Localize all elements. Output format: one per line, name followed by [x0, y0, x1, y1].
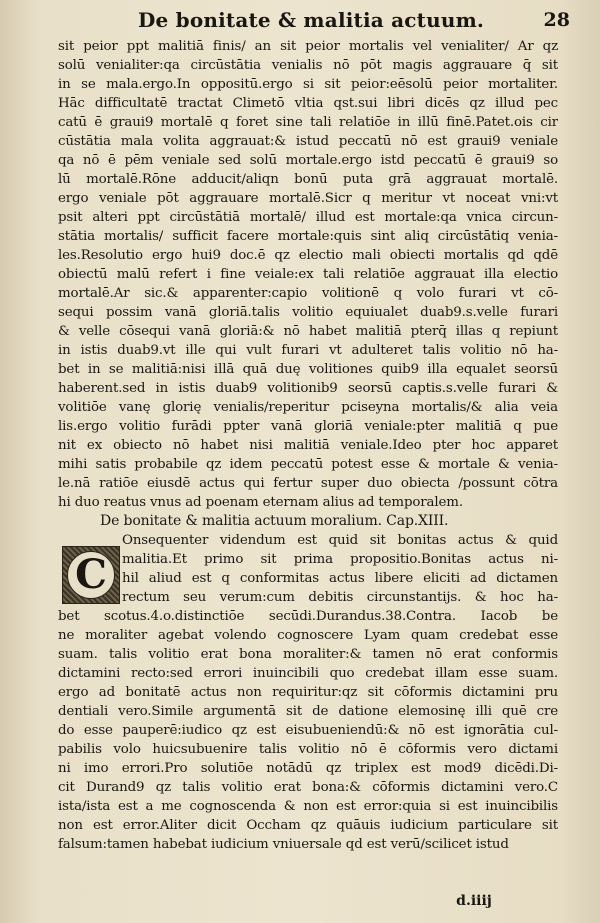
text-line: cit Durand9 qz talis volitio erat bona:& cōformis dictamini vero.C	[58, 780, 558, 795]
text-line: solū venialiter:qa circūstātia venialis nō pōt magis aggrauare q̄ sit	[58, 58, 558, 73]
text-line: dictamini recto:sed errori inuincibili quo credebat illam esse suam.	[58, 666, 558, 681]
text-line: ista/ista est a me cognoscenda & non est error:quia si est inuincibilis	[58, 799, 558, 814]
text-line: in istis duab9.vt ille qui vult furari vt adulteret talis volitio nō ha-	[58, 343, 558, 358]
text-line: lis.ergo volitio furādi ppter vanā gloriā veniale:pter malitiā q pue	[58, 419, 558, 434]
text-line: dentiali vero.Simile argumentā sit de datione elemosinę illi quē cre	[58, 704, 558, 719]
text-line: rectum seu verum:cum debitis circunstantijs. & hoc ha-	[122, 590, 558, 605]
text-line: psit alteri ppt circūstātiā mortalē/ illud est mortale:qa vnica circun-	[58, 210, 558, 225]
text-line: les.Resolutio ergo hui9 doc.ē qz electio mali obiecti mortalis qd qdē	[58, 248, 558, 263]
text-line: Onsequenter videndum est quid sit bonitas actus & quid	[122, 533, 558, 548]
text-line: qa nō ē pēm veniale sed solū mortale.ergo istd peccatū ē graui9 so	[58, 153, 558, 168]
text-line: nit ex obiecto nō habet nisi malitiā veniale.Ideo pter hoc apparet	[58, 438, 558, 453]
text-line: obiectū malū refert i fine veiale:ex tali relatiōe aggrauat illa electio	[58, 267, 558, 282]
chapter-heading: De bonitate & malitia actuum moralium. Cap.XIII.	[100, 513, 449, 529]
running-head: De bonitate & malitia actuum.	[138, 8, 485, 32]
text-line: cūstātia mala volita aggrauat:& istud peccatū nō est graui9 veniale	[58, 134, 558, 149]
text-line: mihi satis probabile qz idem peccatū potest esse & mortale & venia-	[58, 457, 558, 472]
text-line: ergo ad bonitatē actus non requiritur:qz sit cōformis dictamini pru	[58, 685, 558, 700]
text-line: & velle cōsequi vanā gloriā:& nō habet malitiā pterq̄ illas q repiunt	[58, 324, 558, 339]
text-line: stātia mortalis/ sufficit facere mortale:quis sint aliq circūstātiq venia-	[58, 229, 558, 244]
text-line: haberent.sed in istis duab9 volitionib9 seorsū captis.s.velle furari &	[58, 381, 558, 396]
text-line: ne moraliter agebat volendo cognoscere Lyam quam credebat esse	[58, 628, 558, 643]
folio-number: 28	[543, 9, 570, 31]
text-line: suam. talis volitio erat bona moraliter:& tamen nō erat conformis	[58, 647, 558, 662]
text-line: sequi possim vanā gloriā.talis volitio equiualet duab9.s.velle furari	[58, 305, 558, 320]
text-line: bet in se malitiā:nisi illā quā duę volitiones quib9 illa equalet seorsū	[58, 362, 558, 377]
text-line: malitia.Et primo sit prima propositio.Bonitas actus ni-	[122, 552, 558, 567]
text-line: mortalē.Ar sic.& apparenter:capio volitionē q volo furari vt cō-	[58, 286, 558, 301]
text-line: ergo veniale pōt aggrauare mortalē.Sicr q meritur vt noceat vni:vt	[58, 191, 558, 206]
text-line: lū mortalē.Rōne adducit/aliqn bonū puta grā aggrauat mortalē.	[58, 172, 558, 187]
text-line: le.nā ratiōe eiusdē actus qui fertur super duo obiecta /possunt cōtra	[58, 476, 558, 491]
text-line: volitiōe vanę glorię venialis/reperitur pciseyna mortalis/& alia veia	[58, 400, 558, 415]
body-text	[58, 37, 558, 854]
text-line: non est error.Aliter dicit Occham qz quāuis iudicium particulare sit	[58, 818, 558, 833]
text-line: falsum:tamen habebat iudicium vniuersale qd est verū/scilicet istud	[58, 837, 509, 852]
text-line: pabilis volo huicsubuenire talis volitio nō ē cōformis vero dictami	[58, 742, 558, 757]
text-line: do esse pauperē:iudico qz est eisubueniendū:& nō est ignorātia cul-	[58, 723, 558, 738]
text-line: ni imo errori.Pro solutiōe notādū qz triplex est mod9 dicēdi.Di-	[58, 761, 558, 776]
text-line: hil aliud est q conformitas actus libere eliciti ad dictamen	[122, 571, 558, 586]
text-line: bet scotus.4.o.distinctiōe secūdi.Durandus.38.Contra. Iacob be	[58, 609, 558, 624]
text-line: catū ē graui9 mortalē q foret sine tali relatiōe in illū finē.Patet.ois cir	[58, 115, 558, 130]
text-line: Hāc difficultatē tractat Climetō vltia qst.sui libri dicēs qz illud pec	[58, 96, 558, 111]
decorated-initial	[62, 546, 120, 604]
text-line: in se mala.ergo.In oppositū.ergo si sit peior:eēsolū peior mortaliter.	[58, 77, 558, 92]
initial-letter: C	[67, 551, 115, 599]
text-line: hi duo reatus vnus ad poenam eternam alius ad temporalem.	[58, 495, 463, 510]
signature-mark: d.iiij	[456, 893, 492, 909]
text-line: sit peior ppt malitiā finis/ an sit peior mortalis vel venialiter/ Ar qz	[58, 39, 558, 54]
